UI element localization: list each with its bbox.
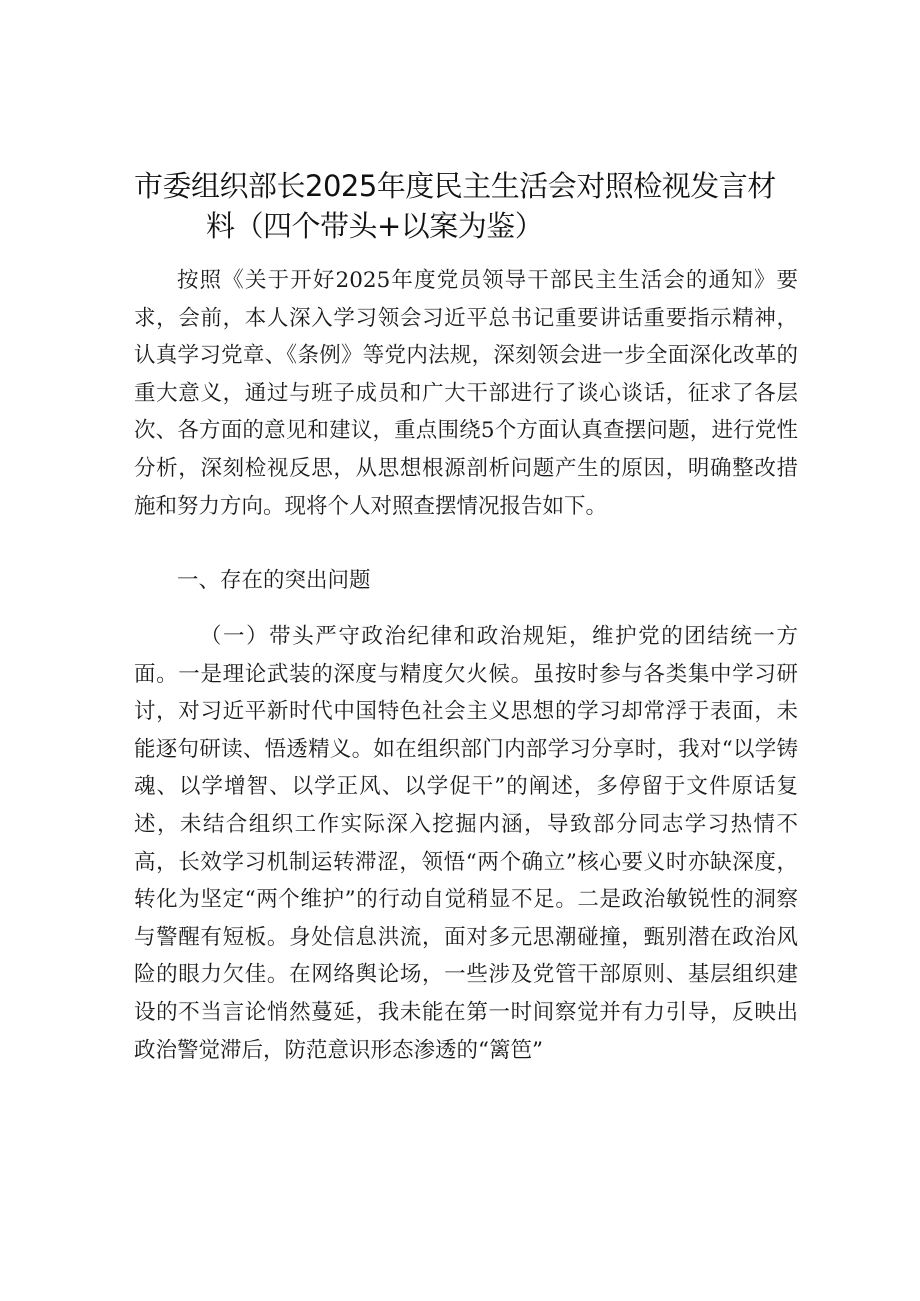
section-heading: 一、存在的突出问题 [177, 568, 371, 593]
title-line-2: 料（四个带头+以案为鉴） [206, 209, 544, 243]
intro-paragraph: 按照《关于开好2025年度党员领导干部民主生活会的通知》要求，会前，本人深入学习领会习近平总书记重要讲话重要指示精神，认真学习党章、《条例》等党内法规，深刻领会进一步全面深化改革的重大意义，通过与班子成员和广大干部进行了谈心谈话，征求了各层次、各方面的意见和建议，重点围绕5个方面认真查摆问题，进行党性分析，深刻检视反思，从思想根源剖析问题产生的原因，明确整改措施和努力方向。现将个人对照查摆情况报告如下。 [134, 268, 798, 519]
title-line-1: 市委组织部长2025年度民主生活会对照检视发言材 [134, 169, 776, 203]
document-title [134, 166, 814, 246]
subsection-paragraph: （一）带头严守政治纪律和政治规矩，维护党的团结统一方面。一是理论武装的深度与精度欠火候。虽按时参与各类集中学习研讨，对习近平新时代中国特色社会主义思想的学习却常浮于表面，未能逐句研读、悟透精义。如在组织部门内部学习分享时，我对“以学铸魂、以学增智、以学正风、以学促干”的阐述，多停留于文件原话复述，未结合组织工作实际深入挖掘内涵，导致部分同志学习热情不高，长效学习机制运转滞涩，领悟“两个确立”核心要义时亦缺深度，转化为坚定“两个维护”的行动自觉稍显不足。二是政治敏锐性的洞察与警醒有短板。身处信息洪流，面对多元思潮碰撞，甄别潜在政治风险的眼力欠佳。在网络舆论场，一些涉及党管干部原则、基层组织建设的不当言论悄然蔓延，我未能在第一时间察觉并有力引导，反映出政治警觉滞后，防范意识形态渗透的“篱笆” [134, 624, 798, 1063]
